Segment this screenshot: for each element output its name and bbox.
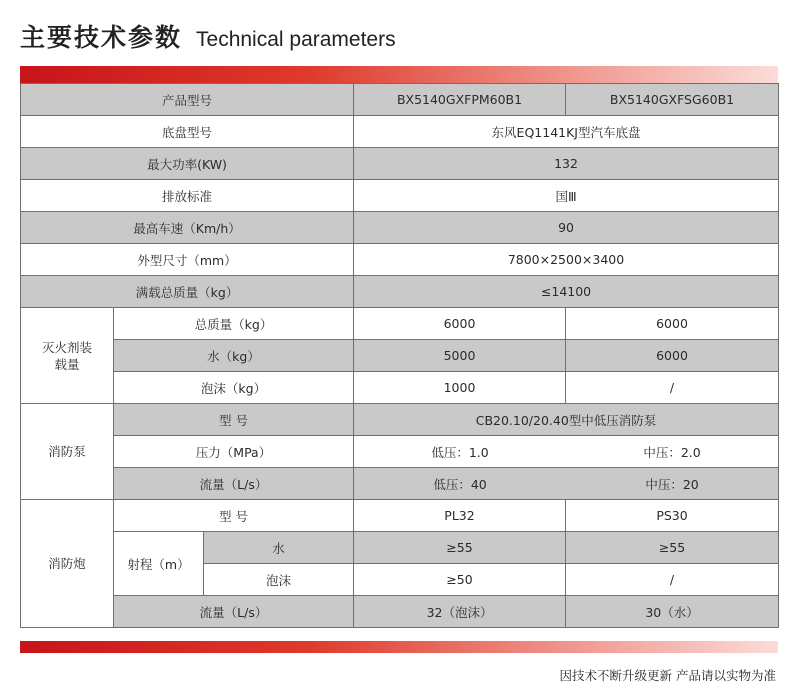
cell-value: /: [566, 372, 779, 404]
row-label: 压力（MPa）: [114, 436, 354, 468]
row-label: 产品型号: [21, 84, 354, 116]
sub-label-range: 射程（m）: [114, 532, 204, 596]
row-label: 型 号: [114, 500, 354, 532]
cell-value: 30（水）: [566, 596, 779, 628]
table-row: [21, 84, 779, 116]
row-label: 流量（L/s）: [114, 596, 354, 628]
row-label: 水: [204, 532, 354, 564]
table-row: [21, 180, 779, 212]
table-row: [21, 212, 779, 244]
title-chinese: 主要技术参数: [20, 23, 183, 52]
group-label-text: 灭火剂装载量: [41, 339, 92, 372]
cell-value: /: [566, 564, 779, 596]
row-label: 最大功率(KW): [21, 148, 354, 180]
row-label: 满载总质量（kg）: [21, 276, 354, 308]
footer-note: 因技术不断升级更新 产品请以实物为准: [559, 668, 776, 683]
title-english: Technical parameters: [196, 28, 396, 51]
table-row: [21, 148, 779, 180]
cell-value: PL32: [354, 500, 566, 532]
cell-value: 东风EQ1141KJ型汽车底盘: [354, 116, 779, 148]
row-label: 流量（L/s）: [114, 468, 354, 500]
cell-value: 132: [354, 148, 779, 180]
row-label: 水（kg）: [114, 340, 354, 372]
header-red-bar: [20, 66, 778, 83]
table-row: [21, 372, 779, 404]
flow-mid: 中压：20: [645, 476, 699, 492]
group-label-fire-monitor: 消防炮: [21, 500, 114, 628]
cell-value: 6000: [354, 308, 566, 340]
group-label-agent-load: [21, 308, 114, 404]
cell-value: BX5140GXFPM60B1: [354, 84, 566, 116]
cell-value: CB20.10/20.40型中低压消防泵: [354, 404, 779, 436]
pressure-mid: 中压：2.0: [643, 444, 701, 460]
group-label-fire-pump: 消防泵: [21, 404, 114, 500]
cell-value-split: [354, 436, 779, 468]
table-row: [21, 308, 779, 340]
row-label: 型 号: [114, 404, 354, 436]
row-label: 外型尺寸（mm）: [21, 244, 354, 276]
page-title: [20, 18, 396, 58]
cell-value: ≥55: [354, 532, 566, 564]
row-label: 排放标准: [21, 180, 354, 212]
row-label: 泡沫: [204, 564, 354, 596]
table-row: [21, 436, 779, 468]
cell-value: 7800×2500×3400: [354, 244, 779, 276]
cell-value: PS30: [566, 500, 779, 532]
cell-value: 6000: [566, 308, 779, 340]
cell-value: ≥50: [354, 564, 566, 596]
table-row: [21, 500, 779, 532]
table-row: [21, 532, 779, 564]
parameters-table: [20, 83, 779, 628]
cell-value: ≥55: [566, 532, 779, 564]
table-row: [21, 276, 779, 308]
cell-value: BX5140GXFSG60B1: [566, 84, 779, 116]
flow-low: 低压：40: [433, 476, 487, 492]
table-row: [21, 116, 779, 148]
cell-value-split: [354, 468, 779, 500]
row-label: 底盘型号: [21, 116, 354, 148]
cell-value: 6000: [566, 340, 779, 372]
cell-value: 32（泡沫）: [354, 596, 566, 628]
row-label: 泡沫（kg）: [114, 372, 354, 404]
table-row: [21, 468, 779, 500]
cell-value: ≤14100: [354, 276, 779, 308]
cell-value: 5000: [354, 340, 566, 372]
pressure-low: 低压：1.0: [431, 444, 489, 460]
cell-value: 1000: [354, 372, 566, 404]
row-label: 总质量（kg）: [114, 308, 354, 340]
table-row: [21, 340, 779, 372]
table-row: [21, 596, 779, 628]
footer-red-bar: [20, 641, 778, 653]
row-label: 最高车速（Km/h）: [21, 212, 354, 244]
cell-value: 90: [354, 212, 779, 244]
table-row: [21, 244, 779, 276]
table-row: [21, 404, 779, 436]
cell-value: 国Ⅲ: [354, 180, 779, 212]
